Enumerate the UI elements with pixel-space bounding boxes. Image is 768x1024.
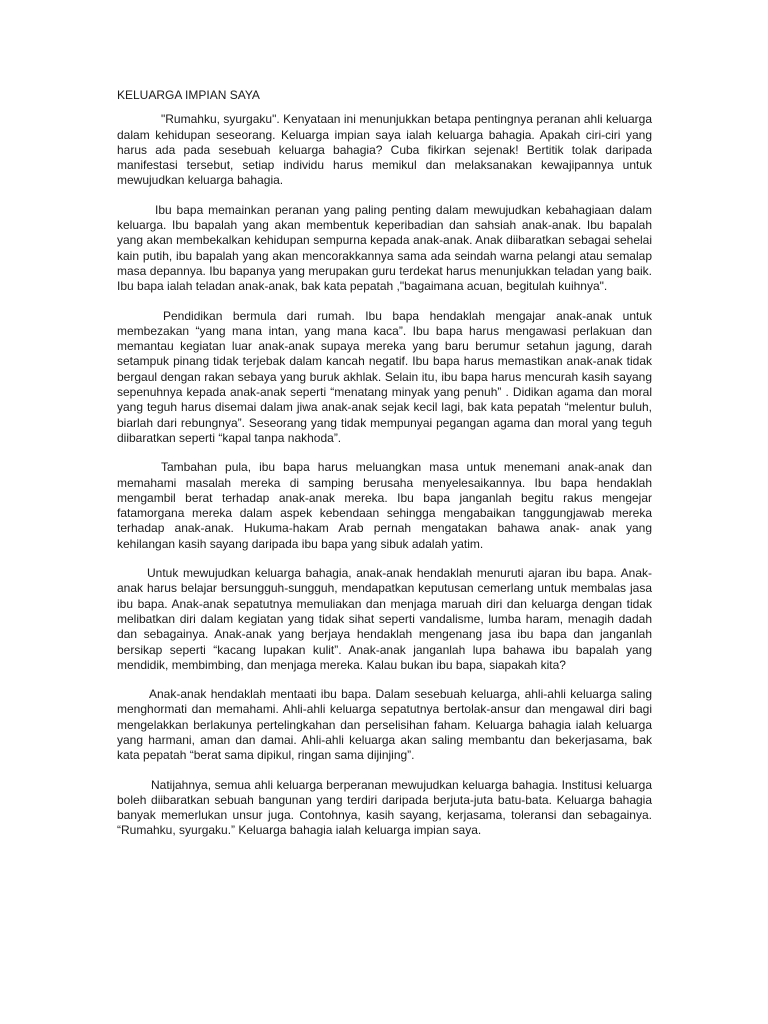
- paragraph-1: "Rumahku, syurgaku". Kenyataan ini menunjukkan betapa pentingnya peranan ahli keluarga dalam kehidupan seseorang. Keluarga impian saya ialah keluarga bahagia. Apakah ciri-ciri yang harus ada pada sesebuah keluarga bahagia? Cuba fikirkan sejenak! Bertitik tolak daripada manifestasi tersebut, setiap individu harus memikul dan melaksanakan kewajipannya untuk mewujudkan keluarga bahagia.: [117, 112, 652, 188]
- document-title: KELUARGA IMPIAN SAYA: [117, 88, 260, 102]
- paragraph-3: Pendidikan bermula dari rumah. Ibu bapa hendaklah mengajar anak-anak untuk membezakan “yang mana intan, yang mana kaca”. Ibu bapa harus mengawasi perlakuan dan memantau kegiatan luar anak-anak supaya mereka yang baru berumur setahun jagung, darah setampuk pinang tidak terjebak dalam kancah negatif. Ibu bapa harus memastikan anak-anak tidak bergaul dengan rakan sebaya yang buruk akhlak. Selain itu, ibu bapa harus mencurah kasih sayang sepenuhnya kepada anak-anak seperti “menatang minyak yang penuh” . Didikan agama dan moral yang teguh harus disemai dalam jiwa anak-anak sejak kecil lagi, bak kata pepatah “melentur buluh, biarlah dari rebungnya”. Seseorang yang tidak mempunyai pegangan agama dan moral yang teguh diibaratkan seperti “kapal tanpa nakhoda”.: [117, 308, 652, 445]
- paragraph-5: Untuk mewujudkan keluarga bahagia, anak-anak hendaklah menuruti ajaran ibu bapa. Anak-anak harus belajar bersungguh-sungguh, mendapatkan keputusan cemerlang untuk membalas jasa ibu bapa. Anak-anak sepatutnya memuliakan dan menjaga maruah diri dan keluarga dengan tidak melibatkan diri dalam kegiatan yang tidak sihat seperti vandalisme, lumba haram, menagih dadah dan sebagainya. Anak-anak yang berjaya hendaklah mengenang jasa ibu bapa dan janganlah bersikap seperti “kacang lupakan kulit”. Anak-anak janganlah lupa bahawa ibu bapalah yang mendidik, membimbing, dan menjaga mereka. Kalau bukan ibu bapa, siapakah kita?: [117, 566, 652, 672]
- paragraph-2: Ibu bapa memainkan peranan yang paling penting dalam mewujudkan kebahagiaan dalam keluarga. Ibu bapalah yang akan membentuk keperibadian dan sahsiah anak-anak. Ibu bapalah yang akan membekalkan kehidupan sempurna kepada anak-anak. Anak diibaratkan sebagai sehelai kain putih, ibu bapalah yang akan mencorakkannya sama ada seindah warna pelangi atau semalap masa depannya. Ibu bapanya yang merupakan guru terdekat harus menunjukkan teladan yang baik. Ibu bapa ialah teladan anak-anak, bak kata pepatah ,"bagaimana acuan, begitulah kuihnya".: [117, 202, 652, 294]
- document-page: [117, 88, 652, 853]
- paragraph-7: Natijahnya, semua ahli keluarga berperanan mewujudkan keluarga bahagia. Institusi keluarga boleh diibaratkan sebuah bangunan yang terdiri daripada berjuta-juta batu-bata. Keluarga bahagia banyak memerlukan unsur juga. Contohnya, kasih sayang, kerjasama, toleransi dan sebagainya. “Rumahku, syurgaku.” Keluarga bahagia ialah keluarga impian saya.: [117, 777, 652, 838]
- paragraph-4: Tambahan pula, ibu bapa harus meluangkan masa untuk menemani anak-anak dan memahami masalah mereka di samping berusaha menyelesaikannya. Ibu bapa hendaklah mengambil berat terhadap anak-anak mereka. Ibu bapa janganlah begitu rakus mengejar fatamorgana mereka dalam aspek kebendaan sehingga mengabaikan tanggungjawab mereka terhadap anak-anak. Hukuma-hakam Arab pernah mengatakan bahawa anak- anak yang kehilangan kasih sayang daripada ibu bapa yang sibuk adalah yatim.: [117, 460, 652, 551]
- paragraph-6: Anak-anak hendaklah mentaati ibu bapa. Dalam sesebuah keluarga, ahli-ahli keluarga saling menghormati dan memahami. Ahli-ahli keluarga sepatutnya bertolak-ansur dan mengawal diri bagi mengelakkan berlakunya pertelingkahan dan perselisihan faham. Keluarga bahagia ialah keluarga yang harmani, aman dan damai. Ahli-ahli keluarga akan saling membantu dan bekerjasama, bak kata pepatah “berat sama dipikul, ringan sama dijinjing”.: [117, 687, 652, 763]
